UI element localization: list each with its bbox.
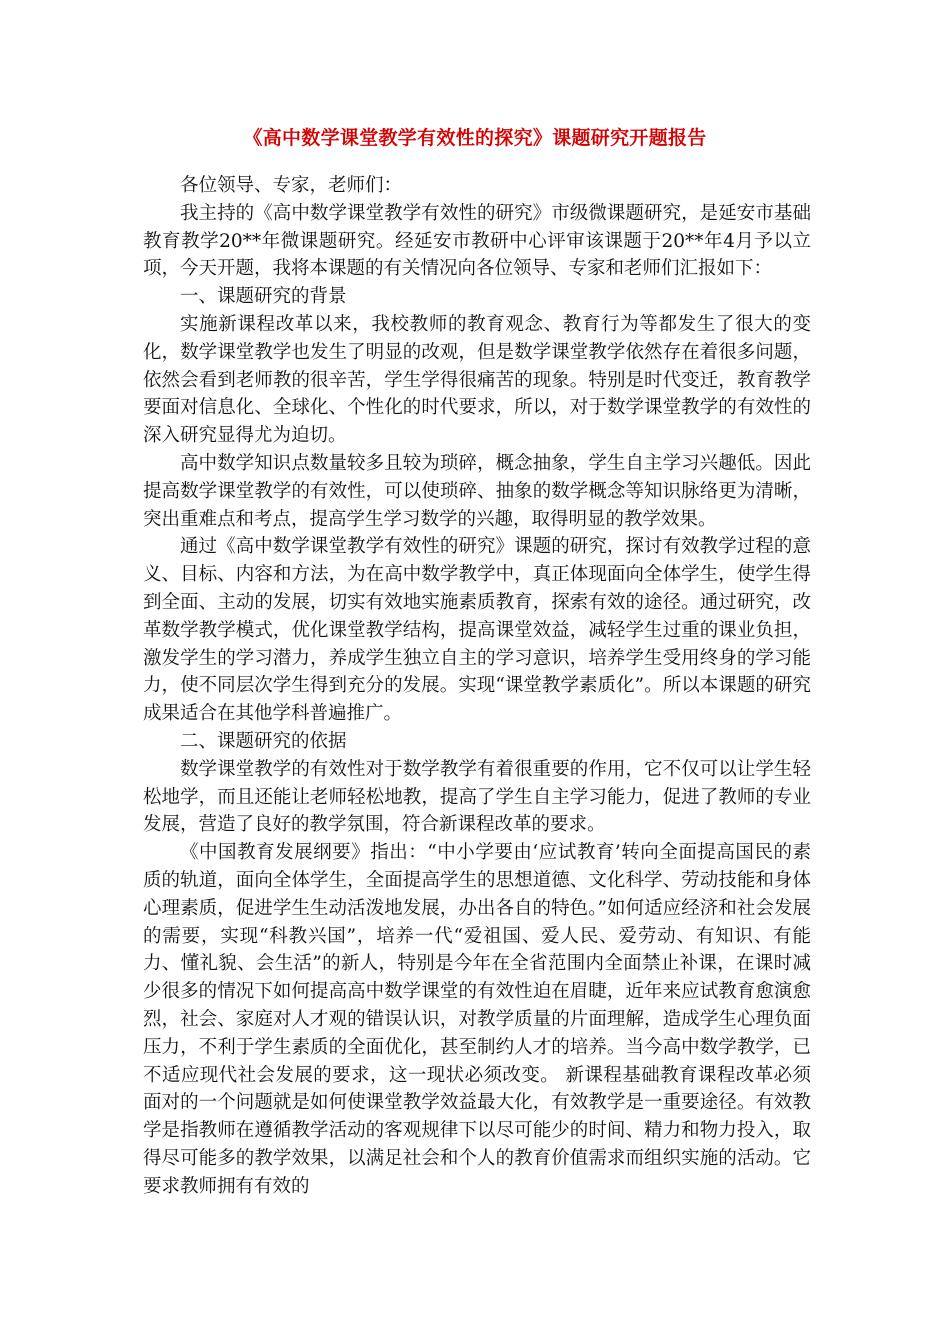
basis-paragraph-2: 《中国教育发展纲要》指出：“中小学要由‘应试教育’转向全面提高国民的素质的轨道，面向全体学生，全面提高学生的思想道德、文化科学、劳动技能和身体心理素质，促进学生生动活泼地发展，办出各自的特色。”如何适应经济和社会发展的需要，实现“科教兴国”，培养一代“爱祖国、爱人民、爱劳动、有知识、有能力、懂礼貌、会生活”的新人，特别是今年在全省范围内全面禁止补课，在课时减少很多的情况下如何提高高中数学课堂的有效性迫在眉睫，近年来应试教育愈演愈烈，社会、家庭对人才观的错误认识，对教学质量的片面理解，造成学生心理负面压力，不利于学生素质的全面优化，甚至制约人才的培养。当今高中数学教学，已不适应现代社会发展的要求，这一现状必须改变。 新课程基础教育课程改革必须面对的一个问题就是如何使课堂教学效益最大化，有效教学是一重要途径。有效教学是指教师在遵循教学活动的客观规律下以尽可能少的时间、精力和物力投入，取得尽可能多的教学效果，以满足社会和个人的教育价值需求而组织实施的活动。它要求教师拥有有效的 (143, 842, 811, 1197)
background-paragraph-1: 实施新课程改革以来，我校教师的教育观念、教育行为等都发生了很大的变化，数学课堂教学也发生了明显的改观，但是数学课堂教学依然存在着很多问题，依然会看到老师教的很辛苦，学生学得很痛苦的现象。特别是时代变迁，教育教学要面对信息化、全球化、个性化的时代要求，所以，对于数学课堂教学的有效性的深入研究显得尤为迫切。 (143, 313, 811, 447)
intro-paragraph: 我主持的《高中数学课堂教学有效性的研究》市级微课题研究，是延安市基础教育教学20**年微课题研究。经延安市教研中心评审该课题于20**年4月予以立项，今天开题，我将本课题的有关情况向各位领导、专家和老师们汇报如下： (143, 202, 811, 280)
background-paragraph-3: 通过《高中数学课堂教学有效性的研究》课题的研究，探讨有效教学过程的意义、目标、内容和方法，为在高中数学教学中，真正体现面向全体学生，使学生得到全面、主动的发展，切实有效地实施素质教育，探索有效的途径。通过研究，改革数学教学模式，优化课堂教学结构，提高课堂效益，减轻学生过重的课业负担，激发学生的学习潜力，养成学生独立自主的学习意识，培养学生受用终身的学习能力，使不同层次学生得到充分的发展。实现“课堂教学素质化”。所以本课题的研究成果适合在其他学科普遍推广。 (143, 536, 811, 725)
document-title: 《高中数学课堂教学有效性的探究》课题研究开题报告 (243, 127, 707, 149)
basis-paragraph-1: 数学课堂教学的有效性对于数学教学有着很重要的作用，它不仅可以让学生轻松地学，而且还能让老师轻松地教，提高了学生自主学习能力，促进了教师的专业发展，营造了良好的教学氛围，符合新课程改革的要求。 (143, 758, 811, 836)
background-paragraph-2: 高中数学知识点数量较多且较为琐碎，概念抽象，学生自主学习兴趣低。因此提高数学课堂教学的有效性，可以使琐碎、抽象的数学概念等知识脉络更为清晰，突出重难点和考点，提高学生学习数学的兴趣，取得明显的教学效果。 (143, 452, 811, 530)
salutation-paragraph: 各位领导、专家，老师们： (180, 175, 403, 196)
document-body (143, 172, 811, 1200)
section-heading-basis: 二、课题研究的依据 (180, 730, 347, 752)
section-heading-background: 一、课题研究的背景 (180, 286, 347, 308)
